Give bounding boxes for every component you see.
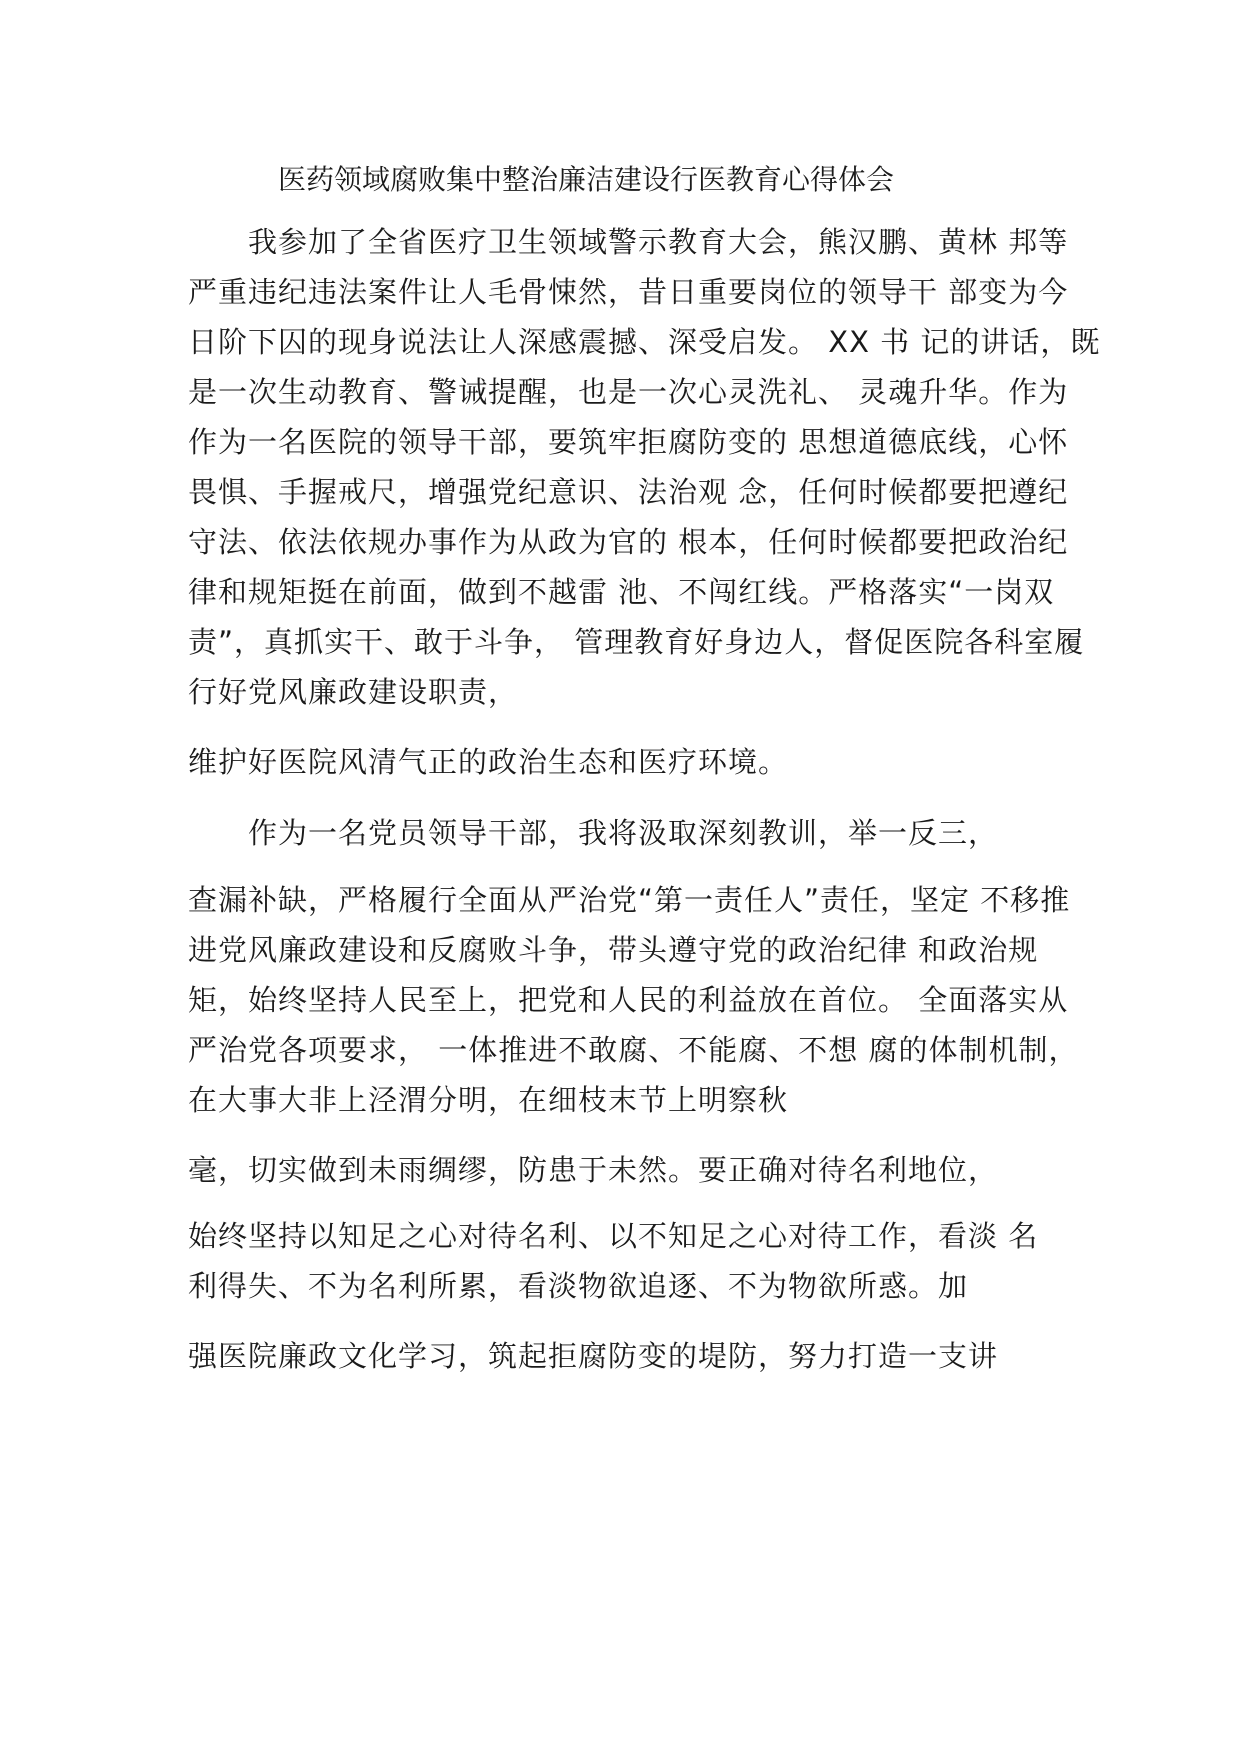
text-line-14: 进党风廉政建设和反腐败斗争，带头遵守党的政治纪律 和政治规 — [188, 933, 1039, 967]
text-line-1: 我参加了全省医疗卫生领域警示教育大会，熊汉鹏、黄林 邦等 — [248, 225, 1069, 259]
text-line-19: 始终坚持以知足之心对待名利、以不知足之心对待工作，看淡 名 — [188, 1219, 1039, 1253]
text-line-5: 作为一名医院的领导干部，要筑牢拒腐防变的 思想道德底线，心怀 — [188, 425, 1069, 459]
text-line-13: 查漏补缺，严格履行全面从严治党“第一责任人”责任，坚定 不移推 — [188, 883, 1071, 917]
text-line-18: 毫，切实做到未雨绸缪，防患于未然。要正确对待名利地位， — [188, 1153, 999, 1187]
text-line-3: 日阶下囚的现身说法让人深感震撼、深受启发。 XX 书 记的讲话，既 — [188, 325, 1101, 359]
text-line-2: 严重违纪违法案件让人毛骨悚然，昔日重要岗位的领导干 部变为今 — [188, 275, 1069, 309]
document-title: 医药领域腐败集中整治廉洁建设行医教育心得体会 — [278, 163, 895, 196]
text-line-6: 畏惧、手握戒尺，增强党纪意识、法治观 念，任何时候都要把遵纪 — [188, 475, 1069, 509]
text-line-8: 律和规矩挺在前面，做到不越雷 池、不闯红线。严格落实“一岗双 — [188, 575, 1055, 609]
text-line-17: 在大事大非上泾渭分明，在细枝末节上明察秋 — [188, 1083, 789, 1117]
text-line-7: 守法、依法依规办事作为从政为官的 根本，任何时候都要把政治纪 — [188, 525, 1069, 559]
text-line-9: 责”，真抓实干、敢于斗争， 管理教育好身边人，督促医院各科室履 — [188, 625, 1085, 659]
text-line-21: 强医院廉政文化学习，筑起拒腐防变的堤防，努力打造一支讲 — [188, 1339, 999, 1373]
text-line-20: 利得失、不为名利所累，看淡物欲追逐、不为物欲所惑。加 — [188, 1269, 969, 1303]
text-line-11: 维护好医院风清气正的政治生态和医疗环境。 — [188, 745, 789, 779]
text-line-4: 是一次生动教育、警诫提醒，也是一次心灵洗礼、 灵魂升华。作为 — [188, 375, 1069, 409]
text-line-12: 作为一名党员领导干部，我将汲取深刻教训，举一反三， — [248, 816, 999, 850]
text-line-15: 矩，始终坚持人民至上，把党和人民的利益放在首位。 全面落实从 — [188, 983, 1069, 1017]
text-line-10: 行好党风廉政建设职责， — [188, 675, 519, 709]
text-line-16: 严治党各项要求， 一体推进不敢腐、不能腐、不想 腐的体制机制， — [188, 1033, 1079, 1067]
